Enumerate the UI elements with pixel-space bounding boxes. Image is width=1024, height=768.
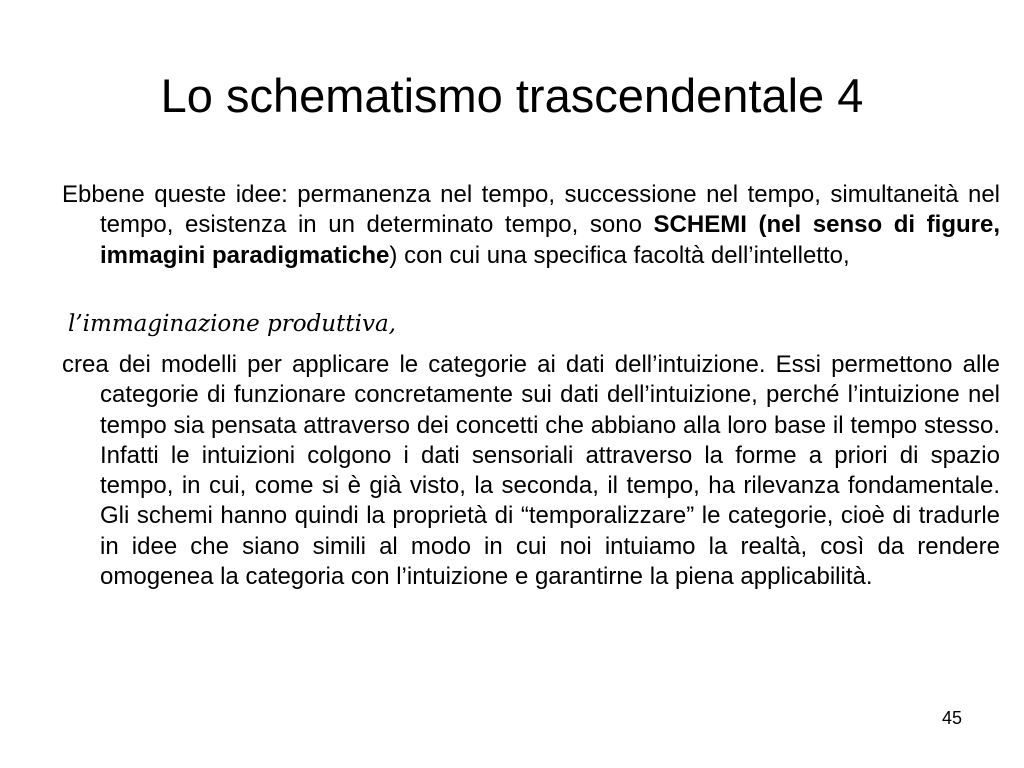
- page-number: 45: [941, 708, 962, 728]
- paragraph-1-bold-text: SCHEMI (nel senso di figure, immagini paradigmatiche: [100, 211, 1000, 269]
- body-paragraph-1: [62, 180, 1000, 271]
- paragraph-1-text-before: Ebbene queste idee: permanenza nel tempo, successione nel tempo, simultaneità nel tempo, esistenza in un determinato tempo, sono: [62, 181, 1000, 239]
- body-paragraph-2: crea dei modelli per applicare le categorie ai dati dell’intuizione. Essi permettono alle categorie di funzionare concretamente sui dati dell’intuizione, perché l’intuizione nel tempo sia pensata attraverso dei concetti che abbiano alla loro base il tempo stesso. Infatti le intuizioni colgono i dati sensoriali attraverso la forme a priori di spazio tempo, in cui, come si è già visto, la seconda, il tempo, ha rilevanza fondamentale. Gli schemi hanno quindi la proprietà di “temporalizzare” le categorie, cioè di tradurle in idee che siano simili al modo in cui noi intuiamo la realtà, così da rendere omogenea la categoria con l’intuizione e garantirne la piena applicabilità.: [62, 351, 1000, 591]
- slide-title: Lo schematismo trascendentale 4: [160, 69, 864, 122]
- italic-highlight-line: l’immaginazione produttiva,: [68, 311, 396, 337]
- paragraph-1-text-after: ) con cui una specifica facoltà dell’intelletto,: [389, 241, 850, 269]
